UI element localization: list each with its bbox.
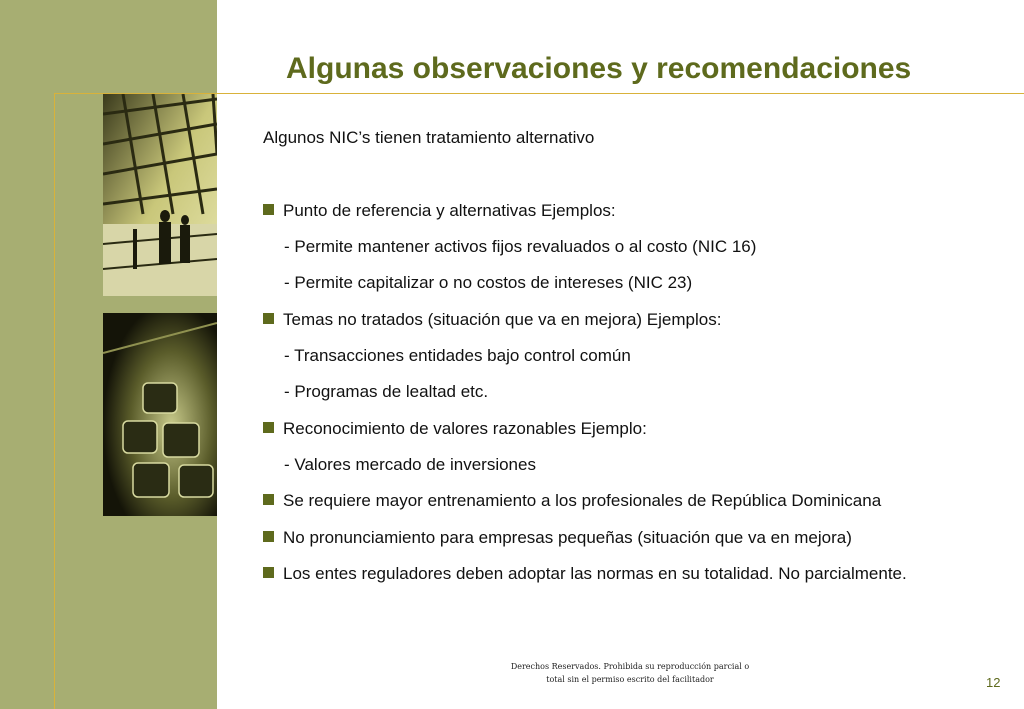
page-number: 12 xyxy=(986,675,1001,690)
vertical-divider-line xyxy=(54,93,55,709)
bullet-text: Temas no tratados (situación que va en mejora) Ejemplos: xyxy=(283,310,722,329)
bullet-text: Los entes reguladores deben adoptar las normas en su totalidad. No parcialmente. xyxy=(283,564,907,583)
bullet-text: No pronunciamiento para empresas pequeñas (situación que va en mejora) xyxy=(283,528,852,547)
keyboard-photo xyxy=(103,313,217,516)
bullet-text: Punto de referencia y alternativas Ejemplos: xyxy=(283,201,616,220)
bullet-item xyxy=(263,564,907,584)
bullet-text: Reconocimiento de valores razonables Ejemplo: xyxy=(283,419,647,438)
square-bullet-icon xyxy=(263,422,274,433)
copyright-footer xyxy=(480,660,780,686)
bullet-text: Se requiere mayor entrenamiento a los profesionales de República Dominicana xyxy=(283,491,882,510)
bullet-item xyxy=(263,528,852,548)
square-bullet-icon xyxy=(263,204,274,215)
footer-line-2: total sin el permiso escrito del facilitador xyxy=(546,675,714,684)
bullet-item xyxy=(263,310,721,330)
sub-item: - Permite capitalizar o no costos de intereses (NIC 23) xyxy=(284,273,693,292)
square-bullet-icon xyxy=(263,313,274,324)
sub-item: - Valores mercado de inversiones xyxy=(284,455,536,474)
slide-title: Algunas observaciones y recomendaciones xyxy=(286,52,912,85)
sub-item: - Transacciones entidades bajo control común xyxy=(284,346,631,365)
square-bullet-icon xyxy=(263,494,274,505)
square-bullet-icon xyxy=(263,531,274,542)
footer-line-1: Derechos Reservados. Prohibida su reproducción parcial o xyxy=(510,662,750,671)
bullet-item xyxy=(263,419,647,439)
bullet-item xyxy=(263,491,881,511)
bullet-item xyxy=(263,201,616,221)
ceiling-people-photo xyxy=(103,94,217,296)
sub-item: - Programas de lealtad etc. xyxy=(284,382,489,401)
square-bullet-icon xyxy=(263,567,274,578)
sub-item: - Permite mantener activos fijos revaluados o al costo (NIC 16) xyxy=(284,237,757,256)
intro-text: Algunos NIC’s tienen tratamiento alternativo xyxy=(263,128,595,147)
